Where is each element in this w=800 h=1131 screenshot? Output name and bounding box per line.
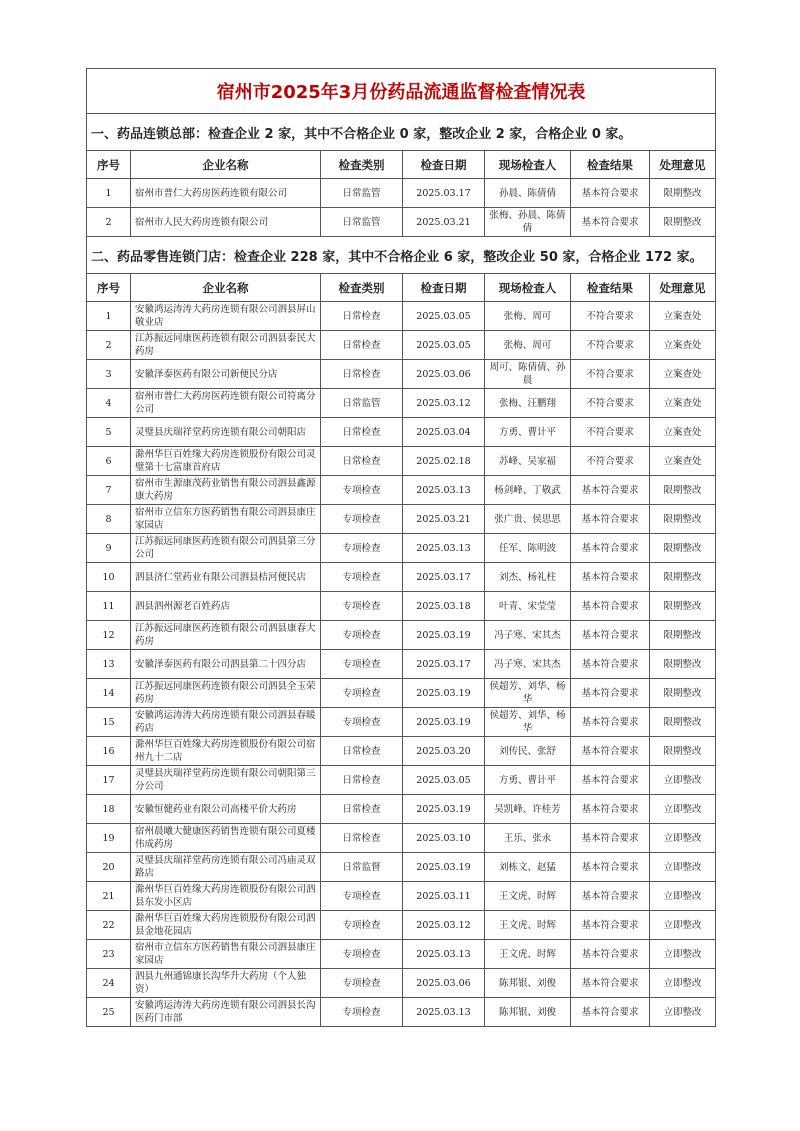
- cell-inspector: 周可、陈倩倩、孙晨: [485, 360, 571, 389]
- cell-company: 江苏振远同康医药连锁有限公司泗县康春大药房: [131, 621, 321, 650]
- cell-index: 15: [87, 708, 131, 737]
- cell-result: 基本符合要求: [571, 679, 650, 708]
- cell-inspector: 张梅、孙晨、陈倩倩: [485, 208, 571, 237]
- cell-date: 2025.03.13: [403, 998, 485, 1027]
- col-header-index: 序号: [87, 151, 131, 179]
- cell-category: 专项检查: [321, 969, 403, 998]
- cell-date: 2025.03.12: [403, 911, 485, 940]
- cell-action: 立即整改: [650, 940, 716, 969]
- col-header-category: 检查类别: [321, 274, 403, 302]
- cell-company: 安徽鸿运涛涛大药房连锁有限公司泗县屏山敬业店: [131, 302, 321, 331]
- cell-index: 20: [87, 853, 131, 882]
- report-page: [86, 68, 715, 1027]
- cell-company: 泗县济仁堂药业有限公司泗县桔河便民店: [131, 563, 321, 592]
- cell-company: 宿州市普仁大药房医药连锁有限公司: [131, 179, 321, 208]
- cell-action: 立即整改: [650, 824, 716, 853]
- cell-category: 日常监督: [321, 853, 403, 882]
- cell-action: 限期整改: [650, 621, 716, 650]
- cell-inspector: 冯子寒、宋其杰: [485, 621, 571, 650]
- cell-date: 2025.03.20: [403, 737, 485, 766]
- cell-inspector: 王文虎、时辉: [485, 882, 571, 911]
- table-row: [87, 998, 716, 1027]
- table-row: [87, 592, 716, 621]
- inspection-table: [86, 68, 716, 1027]
- cell-company: 安徽泽泰医药有限公司新便民分店: [131, 360, 321, 389]
- cell-action: 立即整改: [650, 998, 716, 1027]
- cell-result: 不符合要求: [571, 418, 650, 447]
- cell-category: 专项检查: [321, 998, 403, 1027]
- table-row: [87, 208, 716, 237]
- col-header-inspector: 现场检查人: [485, 274, 571, 302]
- cell-inspector: 叶青、宋莹莹: [485, 592, 571, 621]
- cell-index: 6: [87, 447, 131, 476]
- cell-result: 基本符合要求: [571, 650, 650, 679]
- cell-inspector: 吴凯峰、许桂芳: [485, 795, 571, 824]
- cell-inspector: 张梅、汪鹏翔: [485, 389, 571, 418]
- cell-result: 基本符合要求: [571, 208, 650, 237]
- cell-company: 宿州晨曦大健康医药销售连锁有限公司夏楼伟成药房: [131, 824, 321, 853]
- cell-action: 立案查处: [650, 360, 716, 389]
- col-header-company: 企业名称: [131, 274, 321, 302]
- cell-index: 22: [87, 911, 131, 940]
- cell-result: 基本符合要求: [571, 737, 650, 766]
- cell-category: 专项检查: [321, 882, 403, 911]
- cell-company: 泗县九州通锦康长沟华升大药房（个人独资）: [131, 969, 321, 998]
- col-header-date: 检查日期: [403, 151, 485, 179]
- cell-date: 2025.03.06: [403, 969, 485, 998]
- cell-index: 9: [87, 534, 131, 563]
- col-header-result: 检查结果: [571, 274, 650, 302]
- cell-index: 12: [87, 621, 131, 650]
- cell-result: 基本符合要求: [571, 998, 650, 1027]
- cell-category: 日常检查: [321, 795, 403, 824]
- cell-index: 3: [87, 360, 131, 389]
- cell-action: 立即整改: [650, 766, 716, 795]
- cell-index: 19: [87, 824, 131, 853]
- cell-action: 立即整改: [650, 853, 716, 882]
- cell-category: 日常检查: [321, 302, 403, 331]
- cell-category: 专项检查: [321, 708, 403, 737]
- cell-company: 安徽恒健药业有限公司高楼平价大药房: [131, 795, 321, 824]
- cell-action: 限期整改: [650, 208, 716, 237]
- cell-date: 2025.03.19: [403, 795, 485, 824]
- table-row: [87, 940, 716, 969]
- cell-index: 21: [87, 882, 131, 911]
- table-row: [87, 708, 716, 737]
- table-row: [87, 505, 716, 534]
- cell-category: 专项检查: [321, 940, 403, 969]
- cell-date: 2025.03.19: [403, 621, 485, 650]
- section2-header-row: [87, 274, 716, 302]
- cell-inspector: 刘栋文、赵猛: [485, 853, 571, 882]
- cell-company: 安徽泽泰医药有限公司泗县第二十四分店: [131, 650, 321, 679]
- cell-inspector: 方勇、曹计平: [485, 766, 571, 795]
- table-row: [87, 911, 716, 940]
- cell-category: 日常监管: [321, 179, 403, 208]
- cell-date: 2025.03.13: [403, 534, 485, 563]
- cell-category: 日常检查: [321, 824, 403, 853]
- cell-result: 不符合要求: [571, 447, 650, 476]
- cell-index: 2: [87, 331, 131, 360]
- cell-result: 基本符合要求: [571, 940, 650, 969]
- cell-category: 日常检查: [321, 766, 403, 795]
- cell-result: 基本符合要求: [571, 179, 650, 208]
- cell-date: 2025.03.04: [403, 418, 485, 447]
- cell-action: 立案查处: [650, 418, 716, 447]
- cell-category: 日常检查: [321, 331, 403, 360]
- cell-inspector: 苏峰、吴家福: [485, 447, 571, 476]
- cell-action: 立即整改: [650, 969, 716, 998]
- cell-company: 江苏振远同康医药连锁有限公司泗县全玉荣药房: [131, 679, 321, 708]
- cell-category: 专项检查: [321, 505, 403, 534]
- cell-date: 2025.03.17: [403, 179, 485, 208]
- cell-action: 立即整改: [650, 882, 716, 911]
- cell-company: 滁州华巨百姓缘大药房连锁股份有限公司宿州九十二店: [131, 737, 321, 766]
- cell-company: 滁州华巨百姓缘大药房连锁股份有限公司泗县东发小区店: [131, 882, 321, 911]
- cell-category: 专项检查: [321, 476, 403, 505]
- report-title: 宿州市2025年3月份药品流通监督检查情况表: [87, 69, 716, 114]
- table-row: [87, 447, 716, 476]
- cell-date: 2025.03.17: [403, 563, 485, 592]
- cell-index: 4: [87, 389, 131, 418]
- cell-date: 2025.03.21: [403, 505, 485, 534]
- cell-inspector: 侯超芳、刘华、杨华: [485, 679, 571, 708]
- cell-result: 基本符合要求: [571, 911, 650, 940]
- cell-category: 专项检查: [321, 563, 403, 592]
- cell-result: 基本符合要求: [571, 824, 650, 853]
- cell-action: 限期整改: [650, 737, 716, 766]
- cell-result: 基本符合要求: [571, 534, 650, 563]
- cell-date: 2025.03.12: [403, 389, 485, 418]
- cell-index: 5: [87, 418, 131, 447]
- cell-result: 不符合要求: [571, 302, 650, 331]
- cell-date: 2025.03.19: [403, 708, 485, 737]
- cell-date: 2025.03.17: [403, 650, 485, 679]
- cell-inspector: 冯子寒、宋其杰: [485, 650, 571, 679]
- section2-heading: 二、药品零售连锁门店：检查企业 228 家，其中不合格企业 6 家，整改企业 50 家，合格企业 172 家。: [87, 237, 716, 274]
- cell-company: 滁州华巨百姓缘大药房连锁股份有限公司灵璧第十七富康首府店: [131, 447, 321, 476]
- cell-index: 24: [87, 969, 131, 998]
- section1-heading: 一、药品连锁总部：检查企业 2 家，其中不合格企业 0 家，整改企业 2 家，合格企业 0 家。: [87, 114, 716, 151]
- cell-result: 不符合要求: [571, 389, 650, 418]
- cell-index: 17: [87, 766, 131, 795]
- table-row: [87, 795, 716, 824]
- cell-index: 1: [87, 302, 131, 331]
- cell-action: 立即整改: [650, 795, 716, 824]
- cell-inspector: 王文虎、时辉: [485, 940, 571, 969]
- table-row: [87, 476, 716, 505]
- cell-index: 2: [87, 208, 131, 237]
- cell-action: 立案查处: [650, 302, 716, 331]
- cell-inspector: 张广贵、侯思思: [485, 505, 571, 534]
- cell-result: 不符合要求: [571, 360, 650, 389]
- cell-action: 限期整改: [650, 179, 716, 208]
- cell-company: 灵璧县庆瑞祥堂药房连锁有限公司朝阳第三分公司: [131, 766, 321, 795]
- cell-inspector: 王文虎、时辉: [485, 911, 571, 940]
- cell-inspector: 任军、陈明波: [485, 534, 571, 563]
- table-row: [87, 621, 716, 650]
- cell-company: 宿州市人民大药房连锁有限公司: [131, 208, 321, 237]
- cell-category: 日常监管: [321, 208, 403, 237]
- cell-index: 7: [87, 476, 131, 505]
- cell-index: 11: [87, 592, 131, 621]
- cell-date: 2025.03.13: [403, 476, 485, 505]
- col-header-result: 检查结果: [571, 151, 650, 179]
- cell-category: 日常检查: [321, 360, 403, 389]
- cell-action: 限期整改: [650, 534, 716, 563]
- cell-index: 14: [87, 679, 131, 708]
- cell-category: 日常监管: [321, 389, 403, 418]
- cell-result: 基本符合要求: [571, 505, 650, 534]
- cell-category: 日常检查: [321, 737, 403, 766]
- cell-date: 2025.03.18: [403, 592, 485, 621]
- col-header-company: 企业名称: [131, 151, 321, 179]
- cell-action: 限期整改: [650, 679, 716, 708]
- cell-index: 23: [87, 940, 131, 969]
- cell-date: 2025.02.18: [403, 447, 485, 476]
- cell-company: 灵璧县庆瑞祥堂药房连锁有限公司冯庙灵双路店: [131, 853, 321, 882]
- cell-date: 2025.03.19: [403, 679, 485, 708]
- cell-index: 8: [87, 505, 131, 534]
- cell-date: 2025.03.05: [403, 302, 485, 331]
- cell-company: 安徽鸿运涛涛大药房连锁有限公司泗县春暖药店: [131, 708, 321, 737]
- cell-inspector: 陈邦银、刘俊: [485, 998, 571, 1027]
- cell-result: 基本符合要求: [571, 476, 650, 505]
- cell-action: 限期整改: [650, 505, 716, 534]
- cell-result: 基本符合要求: [571, 853, 650, 882]
- cell-result: 基本符合要求: [571, 621, 650, 650]
- cell-result: 基本符合要求: [571, 563, 650, 592]
- cell-date: 2025.03.11: [403, 882, 485, 911]
- cell-company: 江苏振远同康医药连锁有限公司泗县泰民大药房: [131, 331, 321, 360]
- table-row: [87, 563, 716, 592]
- cell-inspector: 侯超芳、刘华、杨华: [485, 708, 571, 737]
- cell-action: 限期整改: [650, 476, 716, 505]
- section1-header-row: [87, 151, 716, 179]
- cell-date: 2025.03.13: [403, 940, 485, 969]
- cell-action: 立案查处: [650, 447, 716, 476]
- cell-category: 专项检查: [321, 592, 403, 621]
- cell-inspector: 刘杰、杨礼柱: [485, 563, 571, 592]
- cell-date: 2025.03.05: [403, 331, 485, 360]
- cell-action: 立即整改: [650, 911, 716, 940]
- col-header-category: 检查类别: [321, 151, 403, 179]
- cell-company: 宿州市普仁大药房医药连锁有限公司符离分公司: [131, 389, 321, 418]
- cell-action: 限期整改: [650, 592, 716, 621]
- cell-index: 18: [87, 795, 131, 824]
- cell-inspector: 杨剑峰、丁敬武: [485, 476, 571, 505]
- cell-inspector: 张梅、周可: [485, 331, 571, 360]
- cell-action: 限期整改: [650, 563, 716, 592]
- cell-category: 专项检查: [321, 534, 403, 563]
- cell-category: 日常检查: [321, 447, 403, 476]
- cell-company: 宿州市立信东方医药销售有限公司泗县康庄家园店: [131, 505, 321, 534]
- cell-index: 10: [87, 563, 131, 592]
- cell-inspector: 陈邦银、刘俊: [485, 969, 571, 998]
- cell-date: 2025.03.21: [403, 208, 485, 237]
- cell-inspector: 孙晨、陈倩倩: [485, 179, 571, 208]
- cell-result: 基本符合要求: [571, 592, 650, 621]
- cell-company: 安徽鸿运涛涛大药房连锁有限公司泗县长沟医药门市部: [131, 998, 321, 1027]
- table-row: [87, 302, 716, 331]
- cell-company: 宿州市生源康茂药业销售有限公司泗县鑫源康大药房: [131, 476, 321, 505]
- table-row: [87, 360, 716, 389]
- cell-result: 基本符合要求: [571, 766, 650, 795]
- table-row: [87, 179, 716, 208]
- cell-category: 日常检查: [321, 418, 403, 447]
- cell-result: 基本符合要求: [571, 882, 650, 911]
- cell-date: 2025.03.19: [403, 853, 485, 882]
- cell-company: 江苏振远同康医药连锁有限公司泗县第三分公司: [131, 534, 321, 563]
- cell-result: 基本符合要求: [571, 708, 650, 737]
- cell-inspector: 张梅、周可: [485, 302, 571, 331]
- table-row: [87, 389, 716, 418]
- cell-category: 专项检查: [321, 911, 403, 940]
- table-row: [87, 534, 716, 563]
- cell-index: 16: [87, 737, 131, 766]
- cell-category: 专项检查: [321, 650, 403, 679]
- cell-action: 限期整改: [650, 708, 716, 737]
- cell-action: 立案查处: [650, 389, 716, 418]
- table-row: [87, 418, 716, 447]
- cell-action: 立案查处: [650, 331, 716, 360]
- table-row: [87, 679, 716, 708]
- cell-index: 13: [87, 650, 131, 679]
- cell-action: 限期整改: [650, 650, 716, 679]
- cell-category: 专项检查: [321, 679, 403, 708]
- cell-category: 专项检查: [321, 621, 403, 650]
- cell-date: 2025.03.05: [403, 766, 485, 795]
- cell-result: 基本符合要求: [571, 795, 650, 824]
- col-header-date: 检查日期: [403, 274, 485, 302]
- cell-date: 2025.03.06: [403, 360, 485, 389]
- col-header-inspector: 现场检查人: [485, 151, 571, 179]
- table-row: [87, 650, 716, 679]
- table-row: [87, 969, 716, 998]
- table-row: [87, 737, 716, 766]
- cell-date: 2025.03.10: [403, 824, 485, 853]
- cell-inspector: 方勇、曹计平: [485, 418, 571, 447]
- cell-company: 灵璧县庆瑞祥堂药房连锁有限公司朝阳店: [131, 418, 321, 447]
- col-header-index: 序号: [87, 274, 131, 302]
- cell-result: 不符合要求: [571, 331, 650, 360]
- table-row: [87, 853, 716, 882]
- table-row: [87, 824, 716, 853]
- table-row: [87, 882, 716, 911]
- col-header-action: 处理意见: [650, 274, 716, 302]
- col-header-action: 处理意见: [650, 151, 716, 179]
- cell-inspector: 刘传民、张舒: [485, 737, 571, 766]
- table-row: [87, 766, 716, 795]
- cell-company: 滁州华巨百姓缘大药房连锁股份有限公司泗县金地花园店: [131, 911, 321, 940]
- cell-inspector: 王乐、张永: [485, 824, 571, 853]
- cell-index: 1: [87, 179, 131, 208]
- table-row: [87, 331, 716, 360]
- cell-company: 宿州市立信东方医药销售有限公司泗县康庄家园店: [131, 940, 321, 969]
- cell-company: 泗县泗州源老百姓药店: [131, 592, 321, 621]
- cell-index: 25: [87, 998, 131, 1027]
- cell-result: 基本符合要求: [571, 969, 650, 998]
